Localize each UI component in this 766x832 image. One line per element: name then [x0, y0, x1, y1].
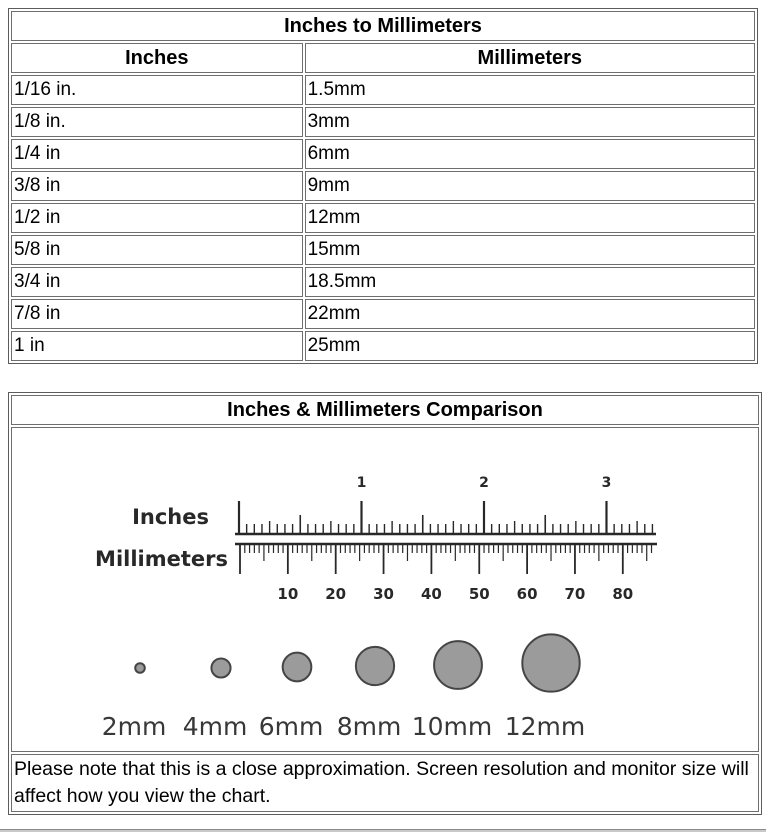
comparison-title: Inches & Millimeters Comparison — [11, 395, 759, 425]
inches-value-cell: 1 in — [11, 331, 303, 361]
millimeters-value-cell: 3mm — [305, 107, 755, 137]
millimeters-value-cell: 1.5mm — [305, 75, 755, 105]
mm-number-label: 40 — [420, 585, 442, 603]
size-circle-label: 4mm — [182, 712, 248, 741]
size-circle-2mm — [135, 663, 145, 673]
ruler-comparison-figure — [12, 428, 758, 746]
mm-number-label: 50 — [468, 585, 490, 603]
size-circle-label: 12mm — [504, 712, 586, 741]
size-circle-12mm — [522, 634, 579, 691]
inch-number-label: 2 — [479, 475, 489, 491]
conversion-table-title: Inches to Millimeters — [11, 11, 755, 41]
spacer — [8, 364, 758, 392]
inches-value-cell: 3/8 in — [11, 171, 303, 201]
inches-value-cell: 1/4 in — [11, 139, 303, 169]
inches-value-cell: 3/4 in — [11, 267, 303, 297]
table-row — [11, 267, 755, 297]
inches-value-cell: 1/8 in. — [11, 107, 303, 137]
column-header-millimeters: Millimeters — [305, 43, 755, 73]
inch-number-label: 1 — [356, 475, 367, 491]
millimeters-value-cell: 18.5mm — [305, 267, 755, 297]
size-circle-label: 6mm — [258, 712, 324, 741]
comparison-figure-row — [11, 427, 759, 752]
inches-value-cell: 1/16 in. — [11, 75, 303, 105]
conversion-table-title-row — [11, 11, 755, 41]
table-row — [11, 235, 755, 265]
conversion-table-header-row — [11, 43, 755, 73]
size-circle-label: 2mm — [101, 712, 167, 741]
millimeters-value-cell: 12mm — [305, 203, 755, 233]
size-circle-4mm — [211, 658, 230, 677]
millimeters-value-cell: 25mm — [305, 331, 755, 361]
size-circle-6mm — [283, 653, 312, 682]
approximation-note: Please note that this is a close approximation. Screen resolution and monitor size will affect how you view the chart. — [11, 754, 759, 812]
size-circle-label: 8mm — [336, 712, 402, 741]
conversion-table — [8, 8, 758, 364]
millimeters-value-cell: 15mm — [305, 235, 755, 265]
conversion-table-body — [11, 75, 755, 361]
mm-number-label: 60 — [516, 585, 538, 603]
mm-number-label: 20 — [325, 585, 347, 603]
mm-number-label: 70 — [564, 585, 586, 603]
inches-value-cell: 1/2 in — [11, 203, 303, 233]
millimeters-value-cell: 22mm — [305, 299, 755, 329]
table-row — [11, 299, 755, 329]
inches-scale-label: Inches — [132, 505, 209, 529]
table-row — [11, 75, 755, 105]
size-circle-10mm — [434, 641, 482, 689]
mm-number-label: 10 — [277, 585, 299, 603]
inch-number-label: 3 — [601, 475, 612, 491]
table-row — [11, 203, 755, 233]
table-row — [11, 331, 755, 361]
mm-number-label: 80 — [612, 585, 634, 603]
size-circle-8mm — [356, 647, 394, 685]
comparison-figure-cell — [11, 427, 759, 752]
millimeters-scale-label: Millimeters — [95, 547, 228, 571]
inches-value-cell: 5/8 in — [11, 235, 303, 265]
comparison-note-row — [11, 754, 759, 812]
millimeters-value-cell: 6mm — [305, 139, 755, 169]
table-row — [11, 107, 755, 137]
mm-number-label: 30 — [373, 585, 394, 603]
inches-value-cell: 7/8 in — [11, 299, 303, 329]
column-header-inches: Inches — [11, 43, 303, 73]
table-row — [11, 139, 755, 169]
size-circle-label: 10mm — [411, 712, 493, 741]
table-row — [11, 171, 755, 201]
comparison-table — [8, 392, 762, 815]
comparison-title-row — [11, 395, 759, 425]
millimeters-value-cell: 9mm — [305, 171, 755, 201]
